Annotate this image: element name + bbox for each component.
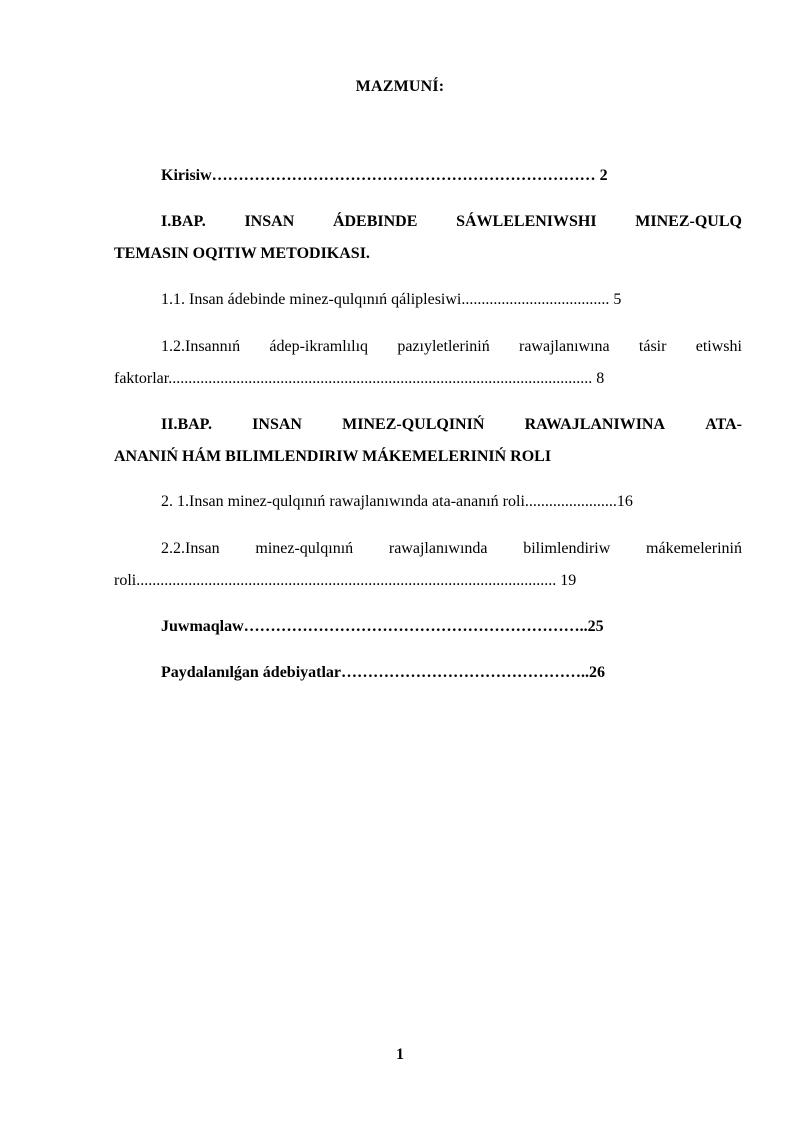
toc-entry-section-2-1: 2. 1.Insan minez-qulqınıń rawajlanıwında ata-ananıń roli.......................16 (161, 493, 633, 510)
toc-word: 1.2.Insannıń (161, 338, 241, 355)
toc-entry-chapter1-line1 (161, 212, 742, 232)
toc-entry-section-1-2-line1 (161, 337, 742, 357)
toc-word: rawajlanıwında (388, 540, 488, 557)
toc-entry-section-2-2-line1 (161, 539, 742, 559)
page-number: 1 (396, 1046, 404, 1063)
toc-entry-conclusion: Juwmaqlaw………………………………………………………..25 (161, 618, 604, 635)
toc-word: etiwshi (695, 338, 742, 355)
toc-word: pazıyletleriniń (397, 338, 490, 355)
toc-word: ATA- (705, 416, 742, 433)
toc-word: I.BAP. (161, 213, 206, 230)
toc-word: II.BAP. (161, 416, 212, 433)
toc-word: INSAN (244, 213, 295, 230)
page-title: MAZMUNÍ: (355, 78, 445, 95)
toc-word: MINEZ-QULQINIŃ (342, 416, 485, 433)
toc-entry-chapter1-line2: TEMASIN OQITIW METODIKASI. (114, 245, 370, 262)
toc-word: RAWAJLANIWINA (524, 416, 666, 433)
toc-word: rawajlanıwına (519, 338, 610, 355)
toc-word: 2.2.Insan (161, 540, 220, 557)
toc-word: ádep-ikramlılıq (269, 338, 369, 355)
toc-entry-section-1-2-line2: faktorlar.......................................................................................................... 8 (114, 370, 605, 387)
toc-entry-chapter2-line1 (161, 415, 742, 435)
toc-word: bilimlendiriw (523, 540, 611, 557)
toc-entry-intro: Kirisiw……………………………………………………………… 2 (161, 167, 608, 184)
toc-word: ÁDEBINDE (332, 213, 418, 230)
toc-entry-chapter2-line2: ANANIŃ HÁM BILIMLENDIRIW MÁKEMELERINIŃ ROLI (114, 448, 552, 465)
toc-word: SÁWLELENIWSHI (456, 213, 597, 230)
toc-word: MINEZ-QULQ (635, 213, 742, 230)
toc-entry-references: Paydalanılǵan ádebiyatlar………………………………………..26 (161, 664, 606, 681)
toc-word: mákemeleriniń (646, 540, 742, 557)
toc-entry-section-1-1: 1.1. Insan ádebinde minez-qulqınıń qáliplesiwi..................................... 5 (161, 291, 622, 308)
toc-word: INSAN (252, 416, 302, 433)
toc-entry-section-2-2-line2: roli......................................................................................................... 19 (114, 572, 577, 589)
toc-word: tásir (638, 338, 667, 355)
toc-word: minez-qulqınıń (255, 540, 354, 557)
